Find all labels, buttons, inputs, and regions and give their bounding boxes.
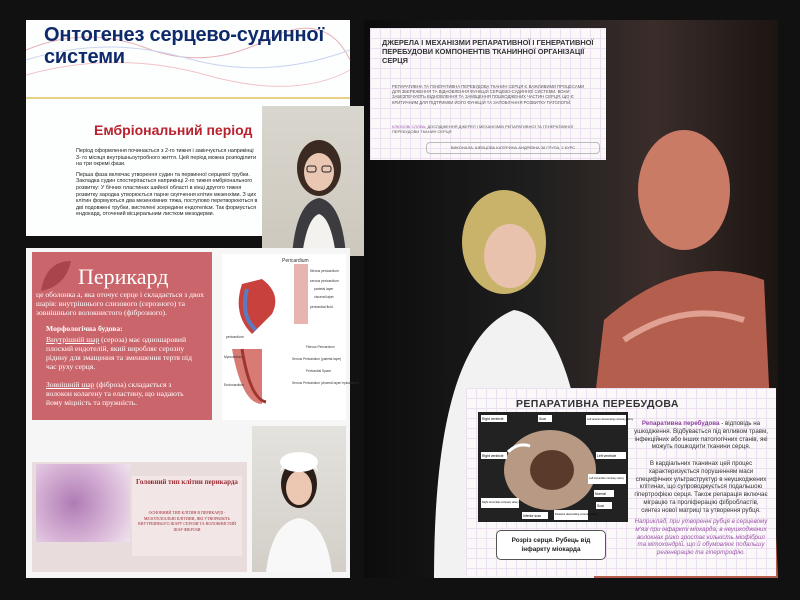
inner-layer-desc: (сероза) має одношаровий плоский ендотелій, який виробляє серозну рідину для змащення та зменшення тертя під час руху серця. bbox=[46, 335, 192, 371]
img-label-lcca: Left circumflex coronary artery bbox=[589, 477, 624, 480]
img-label-inferior-scar: Inferior scar bbox=[523, 514, 541, 518]
reparative-term: Репаративна перебудова bbox=[641, 420, 720, 427]
img-label-lad: Left anterior descending coronary artery bbox=[587, 418, 633, 421]
image-caption: Розріз серця. Рубець від інфаркту міокарда bbox=[496, 530, 606, 560]
presenter-photo-2 bbox=[252, 426, 346, 572]
keywords bbox=[392, 124, 588, 134]
label-fibrous-pericardium: Fibrous Pericardium bbox=[306, 345, 335, 349]
img-label-rcca: Right circumflex coronary artery bbox=[482, 501, 519, 504]
outer-layer-label: Зовнішній шар bbox=[46, 380, 95, 389]
presenter-photo bbox=[262, 106, 376, 256]
intro-body: РЕПАРАТИВНА ТА ГЕНЕРАТИВНА ПЕРЕБУДОВА ТКАНИН СЕРЦЯ Є ВАЖЛИВИМИ ПРОЦЕСАМИ ДЛЯ ЗБЕРЕЖЕННЯ ТА ВІДНОВЛЕННЯ ФУНКЦІЙ СЕРЦЕВО-СУДИННОЇ СИСТЕМИ. ВОНИ ЗАБЕЗПЕЧУЮТЬ ВІДНОВЛЕННЯ ТА ЗАМІЩЕННЯ ПОШКОДЖЕНИХ ЧАСТИН СЕРЦЯ, ЩО Є КРИТИЧНИМ ДЛЯ ПІДТРИМКИ ЙОГО ФУНКЦІЙ ТА ЗАПОБІГАННЯ РОЗВИТКУ ПАТОЛОГІЙ. bbox=[392, 84, 585, 105]
img-label-pdca: Posterior descending coronary artery bbox=[555, 513, 598, 516]
heart-diagram bbox=[222, 254, 359, 420]
slide1-para2: Перша фаза включає утворення судин та первинної серцевої трубки. Закладка судин спостерігається наприкінці 2-го тижня ембріонального розвитку: У бічних пластинах шийної області в кінці другого тижня розвитку зародка утворюється парне скупчення клітин мезенхіми. З цих клітин формуються два мезенхімних тяжа, поступово перетворюються в дві подовжені трубки, вистелені зсередини ендотелієм. Так формується ендокард, оточений вісцеральним листком мезодерми. bbox=[76, 171, 258, 218]
label-pericardium2: pericardium bbox=[226, 335, 244, 339]
label-visceral: visceral layer bbox=[314, 295, 334, 299]
slide-pericardium bbox=[26, 248, 359, 578]
reparative-heading: РЕПАРАТИВНА ПЕРЕБУДОВА bbox=[516, 398, 679, 410]
label-endocardium: Endocardium bbox=[224, 383, 244, 387]
pericardium-title: Перикард bbox=[78, 264, 169, 289]
inner-layer-text bbox=[46, 335, 196, 371]
slide1-para1: Період оформлення починається з 2-го тижня і закінчується наприкінці 3- го місяця внутрішньоутробного життя. Цей період можна розподілити на три окремі фази. bbox=[76, 148, 256, 168]
label-fluid: pericardial fluid bbox=[310, 305, 333, 309]
cell-type-box bbox=[132, 476, 242, 556]
label-myocardium: Myocardium bbox=[224, 355, 243, 359]
cell-type-heading: Головний тип клітин перикарда bbox=[136, 478, 238, 486]
label-pericardium: Pericardium bbox=[282, 258, 309, 264]
reparative-def-text: - відповідь на ушкодження. Відбувається під впливом травм, інфекційних або інших патологічних станів, які можуть пошкодити тканини серця. bbox=[634, 420, 768, 451]
page-title: Онтогенез серцево-судинної системи bbox=[44, 24, 324, 68]
label-serous: serous pericardium bbox=[310, 279, 339, 283]
label-serous-visceral: Serous Pericardium (visceral layer/ epicardium) bbox=[292, 381, 359, 385]
cell-type-text: ОСНОВНИЙ ТИП КЛІТИН В ПЕРИКАРДІ - МЕЗОТЕЛІАЛЬНІ КЛІТИНИ, ЯКІ УТВОРЮЮТЬ ВНУТРІШНЬОГО ШАРУ СЕРОЗИ ТА ВОЛОКНИСТИЙ ШАР ФІБРОЗИ bbox=[138, 510, 236, 532]
pericardium-intro: це оболонка а, яка оточує серце і складається з двох шарів: внутрішнього слизового (серозного) та зовнішнього волокнистого (фіброзного). bbox=[36, 290, 204, 317]
author-badge: ВИКОНАЛА: ШЕВЦОВА КАТЕРИНА АНДРІЇВНА 38 ГРУПА, 2 КУРС bbox=[426, 142, 600, 154]
reparative-card bbox=[466, 388, 776, 576]
reparative-def bbox=[634, 420, 768, 451]
outer-layer-desc: (фіброза) складається з волокон колагену та еластину, що надають йому міцність та пружність. bbox=[46, 380, 184, 407]
label-parietal: parietal layer bbox=[314, 287, 334, 291]
img-label-rv: Right ventricle bbox=[482, 417, 504, 421]
label-fibrous: fibrous pericardium bbox=[310, 269, 339, 273]
morphology-heading: Морфологічна будова: bbox=[46, 324, 123, 333]
img-label-rv2: Right ventricle bbox=[482, 454, 504, 458]
inner-layer-label: Внутрішній шар bbox=[46, 335, 100, 344]
reparative-example: Наприклад, при утворенні рубця в серцевому м'язі при інфаркті міокарда, в неушкоджених волокнах різко зростає кількість міофібрил та мітохондрій, що й обумовлює подальшу регенерацію та гіпертрофію. bbox=[634, 518, 768, 557]
section-subtitle: Ембріональний період bbox=[94, 122, 253, 138]
slide1-body bbox=[76, 148, 258, 218]
label-serous-parietal: Serous Pericardium (parietal layer) bbox=[292, 357, 342, 361]
label-pericardial-space: Pericardial Space bbox=[306, 369, 331, 373]
intro-card bbox=[370, 28, 606, 160]
keywords-text: ДОСЛІДЖЕННЯ ДЖЕРЕЛ І МЕХАНІЗМІВ РЕПАРАТИВНОЇ ТА ГЕНЕРАТИВНОЇ ПЕРЕБУДОВИ ТКАНИН СЕРЦЯ bbox=[392, 124, 574, 134]
reparative-para2: В кардіальних тканинах цей процес характеризується порушенням маси специфічних ультраструктур в неушкоджених клітинах, що супроводжується подальшою гіпертрофією серця. Також репарація включає міграцію та проліферацію фібробластів, синтез нової матриці та утворення рубця. bbox=[634, 460, 768, 514]
heart-section-image bbox=[478, 412, 633, 522]
intro-heading: ДЖЕРЕЛА І МЕХАНІЗМИ РЕПАРАТИВНОЇ І ГЕНЕРАТИВНОЇ ПЕРЕБУДОВИ КОМПОНЕНТІВ ТКАНИННОЇ ОРГАНІЗАЦІЇ СЕРЦЯ bbox=[382, 38, 594, 65]
histology-image bbox=[36, 464, 130, 542]
img-label-lv: Left ventricle bbox=[597, 454, 617, 458]
pericardium-text-box bbox=[32, 252, 212, 420]
keywords-label: КЛЮЧОВІ СЛОВА: bbox=[392, 124, 427, 129]
img-label-scar2: Scar bbox=[597, 504, 604, 508]
outer-layer-text bbox=[46, 380, 196, 407]
img-label-scar: Scar bbox=[539, 417, 546, 421]
slide-ontogenesis bbox=[26, 20, 350, 236]
slide-reparative bbox=[364, 20, 778, 578]
img-label-normal: Normal bbox=[595, 492, 606, 496]
